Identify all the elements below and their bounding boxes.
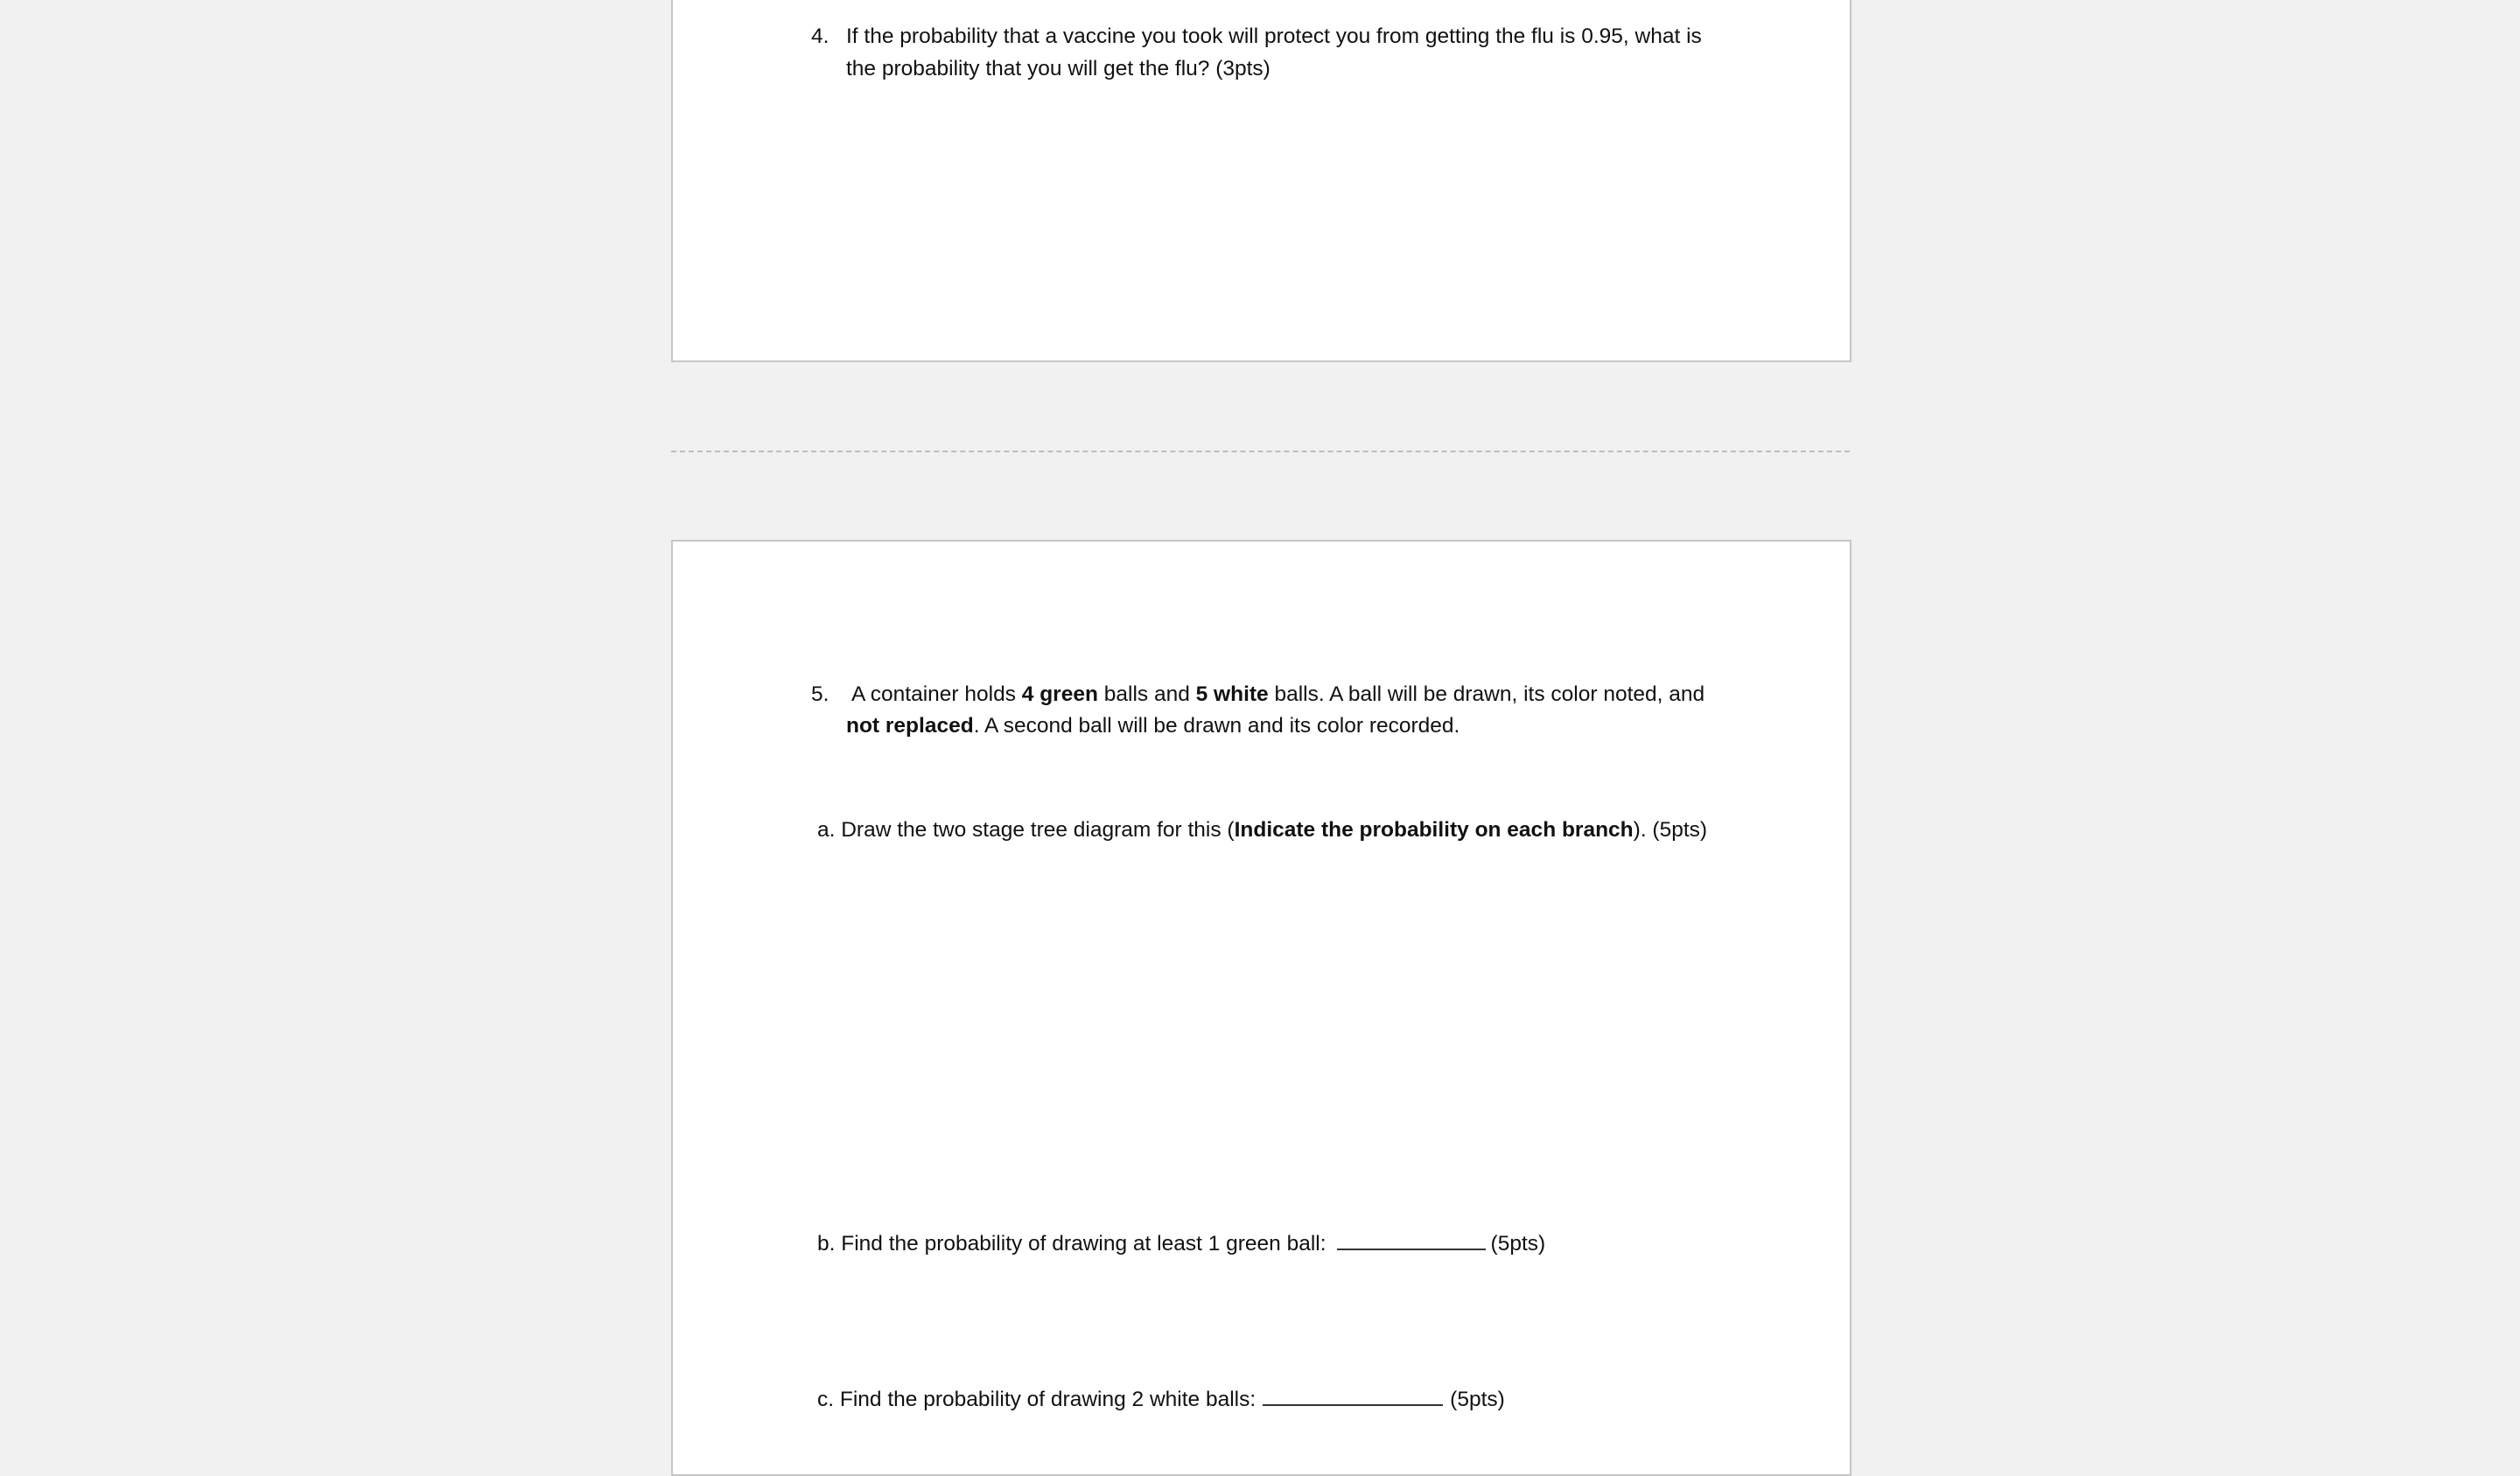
part-c-prompt <box>817 1383 1505 1416</box>
emphasis-text: 4 green <box>1021 682 1098 706</box>
text-run: balls and <box>1097 682 1196 706</box>
question-text-line <box>851 679 1704 710</box>
text-run: b. Find the probability of drawing at least 1 green ball: <box>817 1232 1326 1256</box>
text-run: A container holds <box>851 682 1022 706</box>
part-a-prompt <box>817 815 1707 846</box>
answer-blank[interactable] <box>1263 1383 1443 1406</box>
question-text-line: If the probability that a vaccine you took will protect you from getting the flu is 0.95, what is <box>846 24 1702 48</box>
question-text-line: the probability that you will get the flu? (3pts) <box>846 57 1270 80</box>
emphasis-text: Indicate the probability on each branch <box>1234 818 1634 842</box>
emphasis-text: 5 white <box>1195 682 1269 706</box>
page-break-divider <box>671 451 1850 452</box>
text-run: ). (5pts) <box>1633 818 1708 842</box>
part-b-prompt <box>817 1228 1545 1260</box>
emphasis-text: not replaced <box>846 714 974 738</box>
text-run: balls. A ball will be drawn, its color noted, and <box>1268 682 1705 706</box>
question-number: 4. <box>811 24 830 48</box>
text-run: c. Find the probability of drawing 2 white balls: <box>817 1388 1256 1411</box>
question-text-line <box>846 710 1460 742</box>
points-label: (5pts) <box>1450 1388 1505 1411</box>
question-number: 5. <box>811 682 830 706</box>
points-label: (5pts) <box>1490 1232 1546 1256</box>
answer-blank[interactable] <box>1337 1228 1486 1250</box>
text-run: a. Draw the two stage tree diagram for this ( <box>817 818 1235 842</box>
text-run: . A second ball will be drawn and its color recorded. <box>973 714 1460 738</box>
